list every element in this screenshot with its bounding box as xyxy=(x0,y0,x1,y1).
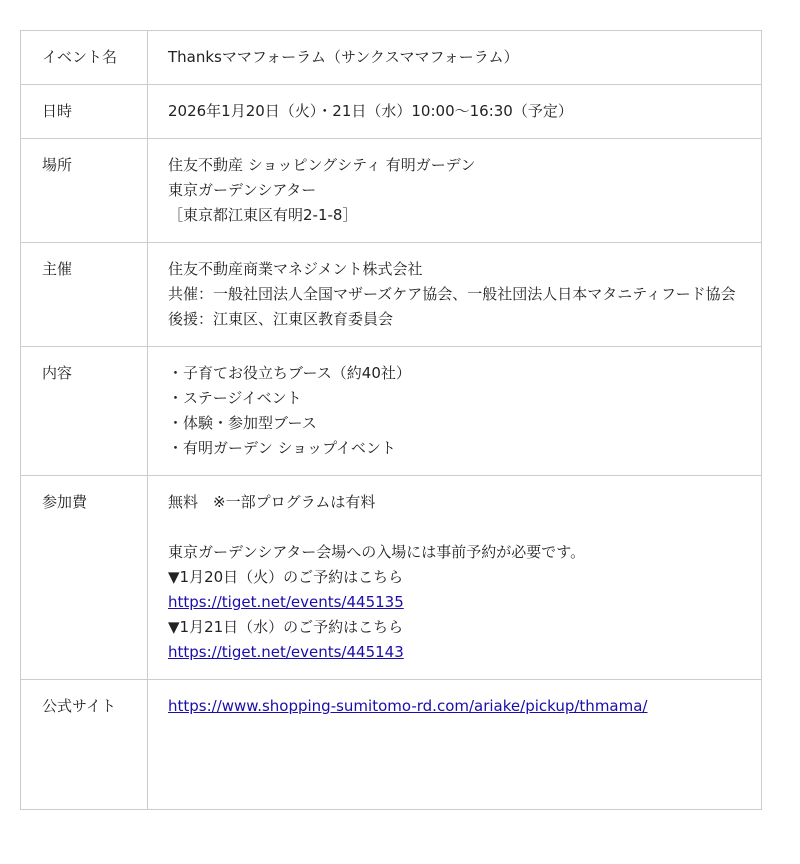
row-official-site xyxy=(21,680,762,810)
label-venue: 場所 xyxy=(21,139,148,243)
contents-item: ・ステージイベント xyxy=(168,389,302,407)
row-venue xyxy=(21,139,762,243)
venue-line: ［東京都江東区有明2-1-8］ xyxy=(168,206,358,224)
value-organizer xyxy=(148,243,762,347)
label-datetime: 日時 xyxy=(21,85,148,139)
value-event-name: Thanksママフォーラム（サンクスママフォーラム） xyxy=(148,31,762,85)
label-event-name: イベント名 xyxy=(21,31,148,85)
reservation-day1-link[interactable]: https://tiget.net/events/445135 xyxy=(168,593,404,611)
row-fee xyxy=(21,476,762,680)
label-organizer: 主催 xyxy=(21,243,148,347)
venue-line: 住友不動産 ショッピングシティ 有明ガーデン xyxy=(168,156,476,174)
fee-text: 無料 ※一部プログラムは有料 xyxy=(168,493,376,511)
value-fee xyxy=(148,476,762,680)
organizer-line: 住友不動産商業マネジメント株式会社 xyxy=(168,260,423,278)
value-contents xyxy=(148,347,762,476)
organizer-line: 共催：一般社団法人全国マザーズケア協会、一般社団法人日本マタニティフード協会 xyxy=(168,285,736,303)
value-venue xyxy=(148,139,762,243)
venue-line: 東京ガーデンシアター xyxy=(168,181,317,199)
reservation-day2-link[interactable]: https://tiget.net/events/445143 xyxy=(168,643,404,661)
reservation-day2-text: ▼1月21日（水）のご予約はこちら xyxy=(168,618,404,636)
label-official-site: 公式サイト xyxy=(21,680,148,810)
contents-item: ・有明ガーデン ショップイベント xyxy=(168,439,396,457)
contents-item: ・子育てお役立ちブース（約40社） xyxy=(168,364,411,382)
row-contents xyxy=(21,347,762,476)
fee-spacer xyxy=(168,515,741,540)
value-datetime: 2026年1月20日（火）・21日（水）10:00～16:30（予定） xyxy=(148,85,762,139)
label-contents: 内容 xyxy=(21,347,148,476)
reservation-notice: 東京ガーデンシアター会場への入場には事前予約が必要です。 xyxy=(168,543,586,561)
row-organizer xyxy=(21,243,762,347)
organizer-line: 後援：江東区、江東区教育委員会 xyxy=(168,310,394,328)
official-site-link[interactable]: https://www.shopping-sumitomo-rd.com/ariake/pickup/thmama/ xyxy=(168,697,648,715)
label-fee: 参加費 xyxy=(21,476,148,680)
contents-item: ・体験・参加型ブース xyxy=(168,414,317,432)
value-official-site xyxy=(148,680,762,810)
row-event-name xyxy=(21,31,762,85)
reservation-day1-text: ▼1月20日（火）のご予約はこちら xyxy=(168,568,404,586)
event-info-table xyxy=(20,30,762,810)
row-datetime xyxy=(21,85,762,139)
